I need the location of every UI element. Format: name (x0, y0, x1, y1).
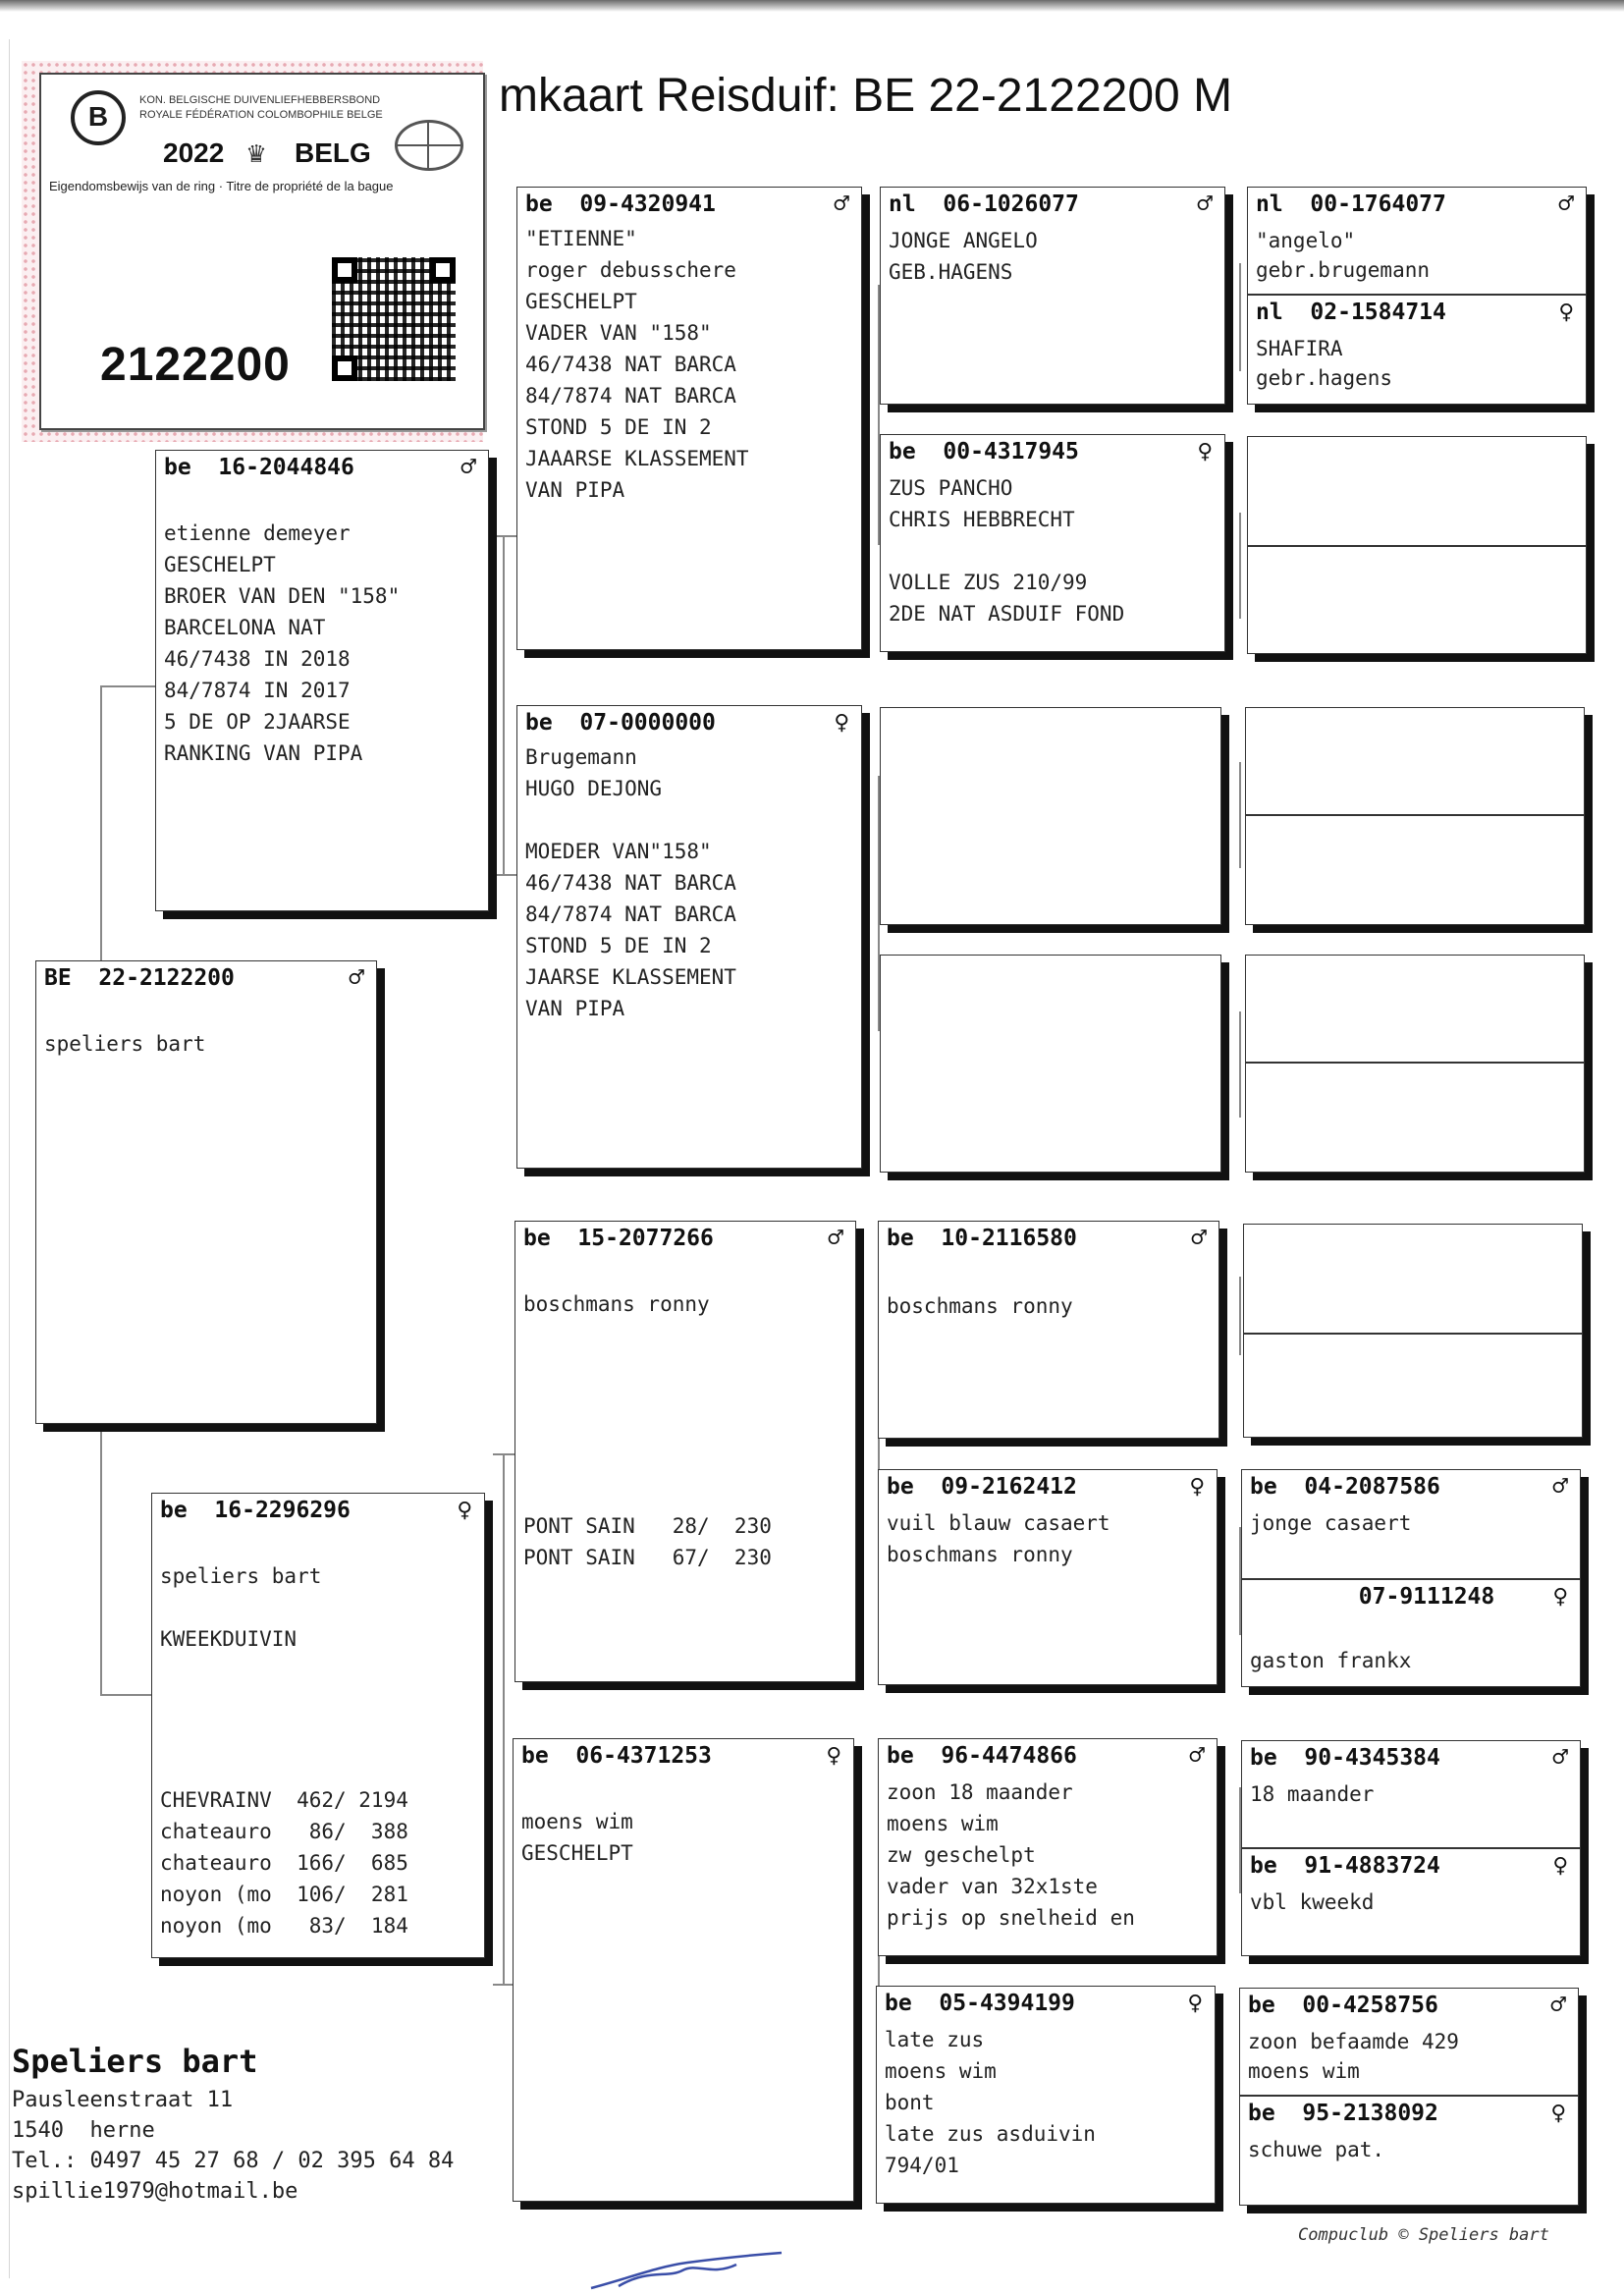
connector-line (100, 685, 155, 687)
pair-divider (1240, 2095, 1578, 2097)
pigeon-info-line: gebr.hagens (1256, 366, 1393, 390)
breeder-street: Pausleenstraat 11 (12, 2088, 234, 2112)
pigeon-card-mmm (876, 1986, 1216, 2204)
pigeon-info-line: PONT SAIN 28/ 230 (523, 1514, 772, 1538)
federation-logo-icon: B (71, 90, 126, 145)
connector-line (493, 1984, 514, 1986)
pigeon-info-line: GESCHELPT (525, 290, 637, 313)
pigeon-pair-card (1241, 1740, 1581, 1956)
pigeon-info-line: VAN PIPA (525, 478, 625, 502)
pigeon-info-line: JAARSE KLASSEMENT (525, 965, 736, 989)
pigeon-info-line: schuwe pat. (1248, 2138, 1385, 2161)
pigeon-info-line: JAAARSE KLASSEMENT (525, 447, 749, 470)
pigeon-info-line: 84/7874 IN 2017 (164, 679, 351, 702)
pigeon-pair-card (1247, 187, 1587, 405)
connector-line (503, 535, 505, 874)
ring-number: 2122200 (100, 339, 291, 391)
pigeon-info-line: gebr.brugemann (1256, 258, 1431, 282)
connector-line (100, 1694, 151, 1696)
pigeon-info-line: moens wim (885, 2059, 997, 2083)
pair-divider (1242, 1578, 1580, 1580)
pigeon-ring-header: be 05-4394199 (885, 1991, 1075, 2016)
page-title: mkaart Reisduif: BE 22-2122200 M (499, 70, 1233, 122)
pigeon-info-line: 18 maander (1250, 1782, 1375, 1806)
connector-line (1239, 263, 1241, 371)
pigeon-info-line: boschmans ronny (523, 1292, 710, 1316)
connector-line (1239, 513, 1241, 619)
pigeon-card-empty (880, 707, 1221, 925)
pigeon-info-line: MOEDER VAN"158" (525, 840, 712, 863)
female-symbol-icon: ♀ (1197, 437, 1213, 466)
pigeon-info-line: gaston frankx (1250, 1649, 1412, 1672)
pigeon-card-father (155, 450, 489, 911)
male-symbol-icon: ♂ (460, 453, 476, 482)
pigeon-info-line: 794/01 (885, 2154, 959, 2177)
pigeon-info-line: moens wim (1248, 2059, 1360, 2083)
connector-line (503, 1453, 505, 1984)
connector-line (493, 535, 516, 537)
federation-name-nl: KON. BELGISCHE DUIVENLIEFHEBBERSBOND (139, 94, 381, 106)
pigeon-pair-card (1239, 1988, 1579, 2206)
pigeon-card-mfm (878, 1469, 1218, 1685)
ring-certificate-card (39, 73, 485, 430)
male-symbol-icon: ♂ (1550, 1991, 1566, 2020)
pigeon-pair-card-empty (1243, 1224, 1583, 1438)
pigeon-info-line: roger debusschere (525, 258, 736, 282)
pigeon-info-line: jonge casaert (1250, 1511, 1412, 1535)
pigeon-info-line: GEB.HAGENS (889, 260, 1013, 284)
pigeon-info-line: BARCELONA NAT (164, 616, 326, 639)
pigeon-card-ffm (880, 434, 1225, 652)
pigeon-info-line: 84/7874 NAT BARCA (525, 384, 736, 408)
pigeon-info-line: STOND 5 DE IN 2 (525, 415, 712, 439)
pigeon-info-line: zoon befaamde 429 (1248, 2030, 1459, 2053)
pigeon-info-line: GESCHELPT (521, 1841, 633, 1865)
pigeon-pair-card-empty (1247, 436, 1587, 654)
pair-divider (1248, 545, 1586, 547)
globe-logo-icon (395, 120, 463, 171)
pigeon-info-line: speliers bart (44, 1032, 206, 1056)
pigeon-card-mmf (878, 1738, 1218, 1956)
pigeon-ring-header: be 09-4320941 (525, 191, 716, 217)
female-symbol-icon: ♀ (826, 1741, 841, 1771)
pigeon-info-line: Brugemann (525, 745, 637, 769)
pigeon-info-line: RANKING VAN PIPA (164, 741, 363, 765)
pigeon-info-line: BROER VAN DEN "158" (164, 584, 401, 608)
connector-line (493, 1453, 514, 1455)
pigeon-ring-header: be 00-4258756 (1248, 1993, 1438, 2018)
scan-left-edge (9, 39, 10, 2278)
pigeon-info-line: 46/7438 IN 2018 (164, 647, 351, 671)
pigeon-ring-header: 07-9111248 (1358, 1584, 1495, 1610)
female-symbol-icon: ♀ (457, 1496, 472, 1525)
pigeon-card-mff (878, 1221, 1219, 1439)
copyright-note: Compuclub © Speliers bart (1298, 2225, 1549, 2245)
pigeon-info-line: zoon 18 maander (887, 1780, 1073, 1804)
federation-name-fr: ROYALE FÉDÉRATION COLOMBOPHILE BELGE (139, 109, 383, 121)
connector-line (493, 874, 516, 876)
pigeon-info-line: "angelo" (1256, 229, 1356, 252)
pigeon-card-fff (880, 187, 1225, 405)
pigeon-card-empty (880, 955, 1221, 1173)
pigeon-info-line: 84/7874 NAT BARCA (525, 902, 736, 926)
pigeon-info-line: "ETIENNE" (525, 227, 637, 250)
pigeon-ring-header: be 16-2044846 (164, 455, 354, 480)
female-symbol-icon: ♀ (1552, 1582, 1568, 1612)
ring-certificate (22, 61, 483, 442)
pigeon-info-line: VADER VAN "158" (525, 321, 712, 345)
pigeon-ring-header: be 16-2296296 (160, 1498, 351, 1523)
pigeon-ring-header: nl 00-1764077 (1256, 191, 1446, 217)
male-symbol-icon: ♂ (1552, 1743, 1568, 1773)
pigeon-info-line: noyon (mo 106/ 281 (160, 1883, 408, 1906)
breeder-name: Speliers bart (12, 2043, 258, 2080)
pair-divider (1244, 1333, 1582, 1335)
pair-divider (1248, 294, 1586, 296)
pigeon-ring-header: be 91-4883724 (1250, 1853, 1440, 1879)
pigeon-info-line: PONT SAIN 67/ 230 (523, 1546, 772, 1569)
pigeon-pair-card-empty (1245, 707, 1585, 925)
male-symbol-icon: ♂ (1191, 1224, 1207, 1253)
pigeon-pair-card-empty (1245, 955, 1585, 1173)
pigeon-info-line: late zus (885, 2028, 985, 2051)
pigeon-ring-header: be 95-2138092 (1248, 2101, 1438, 2126)
connector-line (1239, 1277, 1241, 1355)
pigeon-ring-header: be 15-2077266 (523, 1226, 714, 1251)
female-symbol-icon: ♀ (1189, 1472, 1205, 1502)
pigeon-info-line: HUGO DEJONG (525, 777, 663, 800)
ring-year: 2022 (163, 137, 225, 168)
pigeon-ring-header: be 90-4345384 (1250, 1745, 1440, 1771)
connector-line (100, 1429, 102, 1694)
pigeon-ring-header: BE 22-2122200 (44, 965, 235, 991)
pigeon-info-line: CHEVRAINV 462/ 2194 (160, 1788, 408, 1812)
connector-line (1239, 1011, 1241, 1118)
pigeon-info-line: VOLLE ZUS 210/99 (889, 571, 1088, 594)
pigeon-info-line: speliers bart (160, 1564, 322, 1588)
pigeon-info-line: 46/7438 NAT BARCA (525, 353, 736, 376)
breeder-phone: Tel.: 0497 45 27 68 / 02 395 64 84 (12, 2149, 455, 2173)
pigeon-ring-header: be 96-4474866 (887, 1743, 1077, 1769)
ownership-text: Eigendomsbewijs van de ring · Titre de propriété de la bague (49, 179, 394, 193)
pigeon-info-line: zw geschelpt (887, 1843, 1036, 1867)
qr-code-icon (332, 257, 456, 381)
pigeon-info-line: CHRIS HEBBRECHT (889, 508, 1075, 531)
male-symbol-icon: ♂ (1197, 190, 1213, 219)
signature-mark (589, 2249, 785, 2292)
pigeon-info-line: vader van 32x1ste (887, 1875, 1098, 1898)
male-symbol-icon: ♂ (1558, 190, 1574, 219)
pigeon-card-mother-mother (513, 1738, 854, 2202)
pair-divider (1246, 1062, 1584, 1064)
pigeon-info-line: ZUS PANCHO (889, 476, 1013, 500)
pigeon-info-line: GESCHELPT (164, 553, 276, 576)
pigeon-info-line: boschmans ronny (887, 1543, 1073, 1566)
pigeon-info-line: JONGE ANGELO (889, 229, 1038, 252)
male-symbol-icon: ♂ (1552, 1472, 1568, 1502)
pigeon-info-line: prijs op snelheid en (887, 1906, 1135, 1930)
female-symbol-icon: ♀ (1550, 2099, 1566, 2128)
pigeon-card-subject (35, 960, 377, 1424)
pigeon-info-line: STOND 5 DE IN 2 (525, 934, 712, 957)
pigeon-ring-header: be 06-4371253 (521, 1743, 712, 1769)
pigeon-info-line: SHAFIRA (1256, 337, 1343, 360)
pigeon-card-mother-father (514, 1221, 856, 1682)
pigeon-info-line: 2DE NAT ASDUIF FOND (889, 602, 1125, 626)
pair-divider (1246, 814, 1584, 816)
crown-icon: ♛ (247, 136, 266, 170)
male-symbol-icon: ♂ (349, 963, 364, 993)
pigeon-info-line: etienne demeyer (164, 521, 351, 545)
pigeon-ring-header: be 04-2087586 (1250, 1474, 1440, 1500)
pigeon-info-line: late zus asduivin (885, 2122, 1096, 2146)
male-symbol-icon: ♂ (1189, 1741, 1205, 1771)
pigeon-info-line: bont (885, 2091, 935, 2114)
pigeon-ring-header: be 00-4317945 (889, 439, 1079, 464)
pigeon-ring-header: nl 06-1026077 (889, 191, 1079, 217)
pigeon-card-father-mother (516, 705, 862, 1169)
female-symbol-icon: ♀ (1552, 1851, 1568, 1881)
female-symbol-icon: ♀ (1558, 298, 1574, 327)
pigeon-info-line: noyon (mo 83/ 184 (160, 1914, 408, 1938)
pigeon-ring-header: nl 02-1584714 (1256, 300, 1446, 325)
female-symbol-icon: ♀ (1187, 1989, 1203, 2018)
pigeon-ring-header: be 07-0000000 (525, 710, 716, 736)
connector-line (1239, 762, 1241, 868)
pigeon-info-line: vbl kweekd (1250, 1890, 1375, 1914)
pigeon-info-line: 46/7438 NAT BARCA (525, 871, 736, 895)
connector-line (100, 685, 102, 960)
pigeon-info-line: boschmans ronny (887, 1294, 1073, 1318)
pigeon-info-line: 5 DE OP 2JAARSE (164, 710, 351, 734)
pigeon-info-line: moens wim (521, 1810, 633, 1833)
pigeon-info-line: chateauro 166/ 685 (160, 1851, 408, 1875)
pigeon-ring-header: be 10-2116580 (887, 1226, 1077, 1251)
pigeon-info-line: moens wim (887, 1812, 999, 1835)
pair-divider (1242, 1847, 1580, 1849)
pigeon-card-mother (151, 1493, 485, 1958)
male-symbol-icon: ♂ (834, 190, 849, 219)
scan-top-edge (0, 0, 1624, 12)
pigeon-info-line: chateauro 86/ 388 (160, 1820, 408, 1843)
female-symbol-icon: ♀ (834, 708, 849, 738)
pigeon-pair-card (1241, 1469, 1581, 1687)
breeder-email: spillie1979@hotmail.be (12, 2179, 298, 2204)
ring-country: BELG (295, 137, 371, 168)
pigeon-info-line: KWEEKDUIVIN (160, 1627, 298, 1651)
pigeon-ring-header: be 09-2162412 (887, 1474, 1077, 1500)
pigeon-info-line: VAN PIPA (525, 997, 625, 1020)
male-symbol-icon: ♂ (828, 1224, 843, 1253)
pigeon-info-line: vuil blauw casaert (887, 1511, 1110, 1535)
breeder-city: 1540 herne (12, 2118, 155, 2143)
pigeon-card-father-father (516, 187, 862, 650)
